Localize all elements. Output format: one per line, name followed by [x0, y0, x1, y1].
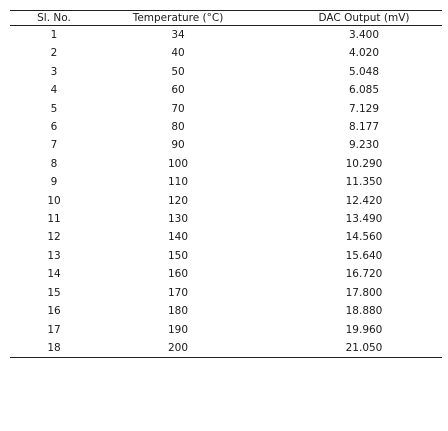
- cell-dac-output: 4.020: [348, 47, 380, 60]
- table-row: [10, 44, 442, 62]
- cell-dac-output: 19.960: [345, 323, 383, 336]
- cell-temperature: 70: [171, 102, 185, 115]
- cell-temperature: 160: [167, 268, 189, 281]
- table-row: [10, 339, 442, 358]
- cell-serial-number: 3: [50, 65, 58, 78]
- cell-dac-output: 11.350: [345, 176, 383, 189]
- table-row: [10, 284, 442, 302]
- table-row: [10, 265, 442, 283]
- cell-temperature: 190: [167, 323, 189, 336]
- table-header: [10, 11, 442, 26]
- table-row: [10, 155, 442, 173]
- cell-serial-number: 5: [50, 102, 58, 115]
- cell-dac-output: 13.490: [345, 213, 383, 226]
- cell-serial-number: 9: [50, 176, 58, 189]
- cell-serial-number: 6: [50, 121, 58, 134]
- table-row: [10, 210, 442, 228]
- cell-temperature: 120: [167, 194, 189, 207]
- cell-temperature: 40: [171, 47, 185, 60]
- cell-serial-number: 1: [50, 29, 58, 41]
- cell-serial-number: 10: [47, 194, 61, 207]
- table-row: [10, 26, 442, 45]
- cell-dac-output: 16.720: [345, 268, 383, 281]
- table-row: [10, 100, 442, 118]
- table-row: [10, 228, 442, 246]
- table-row: [10, 192, 442, 210]
- cell-temperature: 130: [167, 213, 189, 226]
- cell-serial-number: 14: [47, 268, 61, 281]
- header-dac-output: DAC Output (mV): [250, 11, 442, 26]
- cell-dac-output: 18.880: [345, 305, 383, 318]
- table-row: [10, 118, 442, 136]
- table-row: [10, 321, 442, 339]
- cell-dac-output: 3.400: [348, 29, 380, 41]
- header-row: [10, 11, 442, 26]
- cell-serial-number: 13: [47, 249, 61, 262]
- header-temperature: Temperature (°C): [98, 11, 250, 26]
- cell-dac-output: 14.560: [345, 231, 383, 244]
- cell-temperature: 100: [167, 157, 189, 170]
- cell-dac-output: 21.050: [250, 339, 442, 358]
- cell-dac-output: 12.420: [345, 194, 383, 207]
- cell-dac-output: 9.230: [348, 139, 380, 152]
- cell-serial-number: 15: [47, 286, 61, 299]
- temperature-dac-table: [10, 10, 442, 358]
- cell-serial-number: 4: [50, 84, 58, 97]
- table-body: [10, 26, 442, 358]
- table-row: [10, 63, 442, 81]
- cell-temperature: 180: [167, 305, 189, 318]
- cell-serial-number: 17: [47, 323, 61, 336]
- cell-dac-output: 15.640: [345, 249, 383, 262]
- header-serial-number: Sl. No.: [10, 11, 98, 26]
- cell-temperature: 110: [167, 176, 189, 189]
- table-row: [10, 81, 442, 99]
- cell-serial-number: 7: [50, 139, 58, 152]
- cell-dac-output: 17.800: [345, 286, 383, 299]
- cell-dac-output: 8.177: [348, 121, 380, 134]
- table-row: [10, 173, 442, 191]
- cell-temperature: 80: [171, 121, 185, 134]
- cell-temperature: 50: [171, 65, 185, 78]
- cell-serial-number: 16: [47, 305, 61, 318]
- cell-serial-number: 2: [50, 47, 58, 60]
- data-table-container: [10, 10, 442, 358]
- cell-dac-output: 6.085: [348, 84, 380, 97]
- cell-temperature: 60: [171, 84, 185, 97]
- cell-temperature: 140: [167, 231, 189, 244]
- table-row: [10, 136, 442, 154]
- table-row: [10, 302, 442, 320]
- cell-serial-number: 11: [47, 213, 61, 226]
- cell-serial-number: 18: [10, 339, 98, 358]
- cell-serial-number: 8: [50, 157, 58, 170]
- cell-temperature: 90: [171, 139, 185, 152]
- cell-dac-output: 7.129: [348, 102, 380, 115]
- cell-serial-number: 12: [47, 231, 61, 244]
- cell-temperature: 200: [98, 339, 250, 358]
- table-row: [10, 247, 442, 265]
- cell-temperature: 170: [167, 286, 189, 299]
- cell-temperature: 34: [171, 29, 185, 41]
- cell-dac-output: 10.290: [345, 157, 383, 170]
- cell-temperature: 150: [167, 249, 189, 262]
- cell-dac-output: 5.048: [348, 65, 380, 78]
